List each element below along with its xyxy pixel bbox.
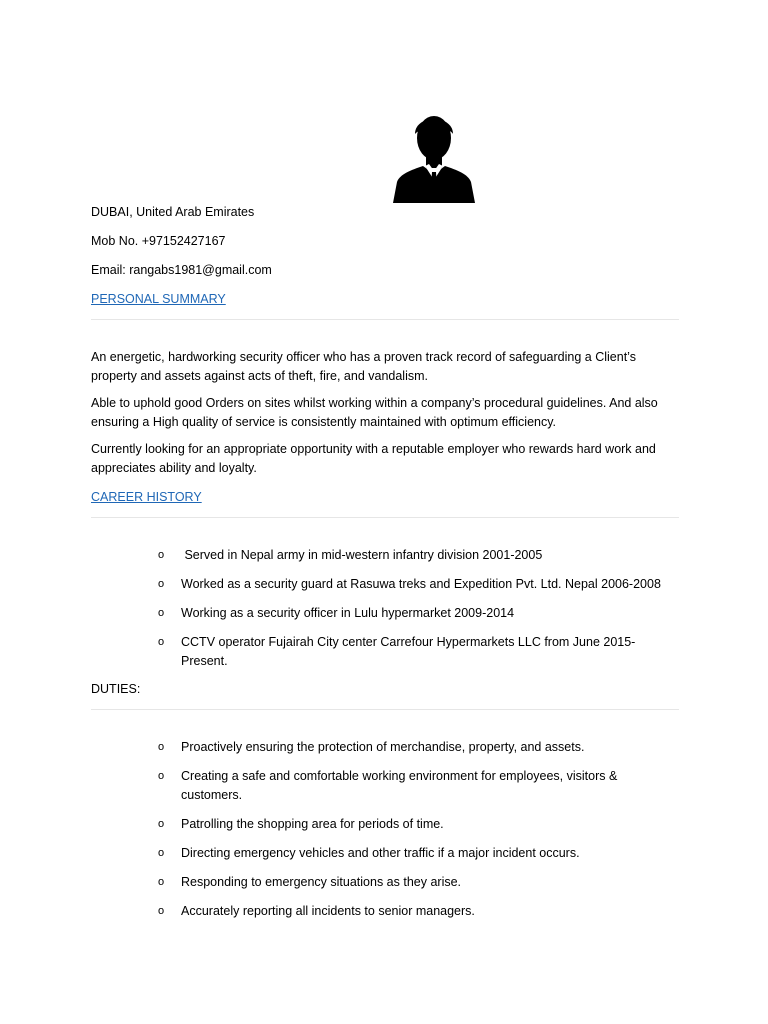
list-item-text: Patrolling the shopping area for periods of time. (181, 817, 444, 831)
list-item-text: Served in Nepal army in mid-western infantry division 2001-2005 (181, 548, 543, 562)
bullet-icon: o (158, 905, 165, 917)
list-item (91, 575, 679, 594)
bullet-icon: o (158, 876, 165, 888)
list-item-text: Accurately reporting all incidents to senior managers. (181, 904, 475, 918)
list-item (91, 604, 679, 623)
career-history-list (91, 546, 679, 671)
section-divider (91, 319, 679, 320)
mobile-number-text: Mob No. +97152427167 (91, 234, 226, 248)
bullet-icon: o (158, 549, 165, 561)
duties-heading: DUTIES: (91, 682, 141, 696)
summary-paragraph-2: Able to uphold good Orders on sites whilst working within a company’s procedural guidelines. And also ensuring a High quality of service is consistently maintained with optimum efficiency. (91, 396, 658, 429)
career-history-heading[interactable] (91, 488, 679, 507)
list-item (91, 546, 679, 565)
personal-summary-heading[interactable] (91, 290, 679, 309)
resume-content (91, 203, 679, 931)
section-divider (91, 709, 679, 710)
list-item (91, 844, 679, 863)
bullet-icon: o (158, 636, 165, 648)
list-item-text: Creating a safe and comfortable working environment for employees, visitors & customers. (181, 769, 618, 802)
list-item (91, 873, 679, 892)
bullet-icon: o (158, 607, 165, 619)
email-text: Email: rangabs1981@gmail.com (91, 263, 272, 277)
bullet-icon: o (158, 741, 165, 753)
list-item (91, 738, 679, 757)
list-item-text: Responding to emergency situations as they arise. (181, 875, 462, 889)
list-item-text: Worked as a security guard at Rasuwa treks and Expedition Pvt. Ltd. Nepal 2006-2008 (181, 577, 661, 591)
list-item (91, 815, 679, 834)
personal-summary-heading-label[interactable]: PERSONAL SUMMARY (91, 292, 226, 306)
list-item-text: Proactively ensuring the protection of merchandise, property, and assets. (181, 740, 585, 754)
bullet-icon: o (158, 818, 165, 830)
location-text: DUBAI, United Arab Emirates (91, 205, 255, 219)
list-item (91, 633, 679, 671)
person-silhouette-icon (393, 108, 475, 203)
summary-paragraph-3: Currently looking for an appropriate opportunity with a reputable employer who rewards hard work and appreciates ability and loyalty. (91, 442, 656, 475)
section-divider (91, 517, 679, 518)
list-item-text: Directing emergency vehicles and other traffic if a major incident occurs. (181, 846, 580, 860)
list-item (91, 767, 679, 805)
bullet-icon: o (158, 770, 165, 782)
career-history-heading-label[interactable]: CAREER HISTORY (91, 490, 202, 504)
list-item (91, 902, 679, 921)
summary-paragraph-1: An energetic, hardworking security officer who has a proven track record of safeguarding a Client’s property and assets against acts of theft, fire, and vandalism. (91, 350, 636, 383)
duties-list (91, 738, 679, 921)
bullet-icon: o (158, 847, 165, 859)
list-item-text: CCTV operator Fujairah City center Carrefour Hypermarkets LLC from June 2015-Present. (181, 635, 636, 668)
bullet-icon: o (158, 578, 165, 590)
list-item-text: Working as a security officer in Lulu hypermarket 2009-2014 (181, 606, 515, 620)
